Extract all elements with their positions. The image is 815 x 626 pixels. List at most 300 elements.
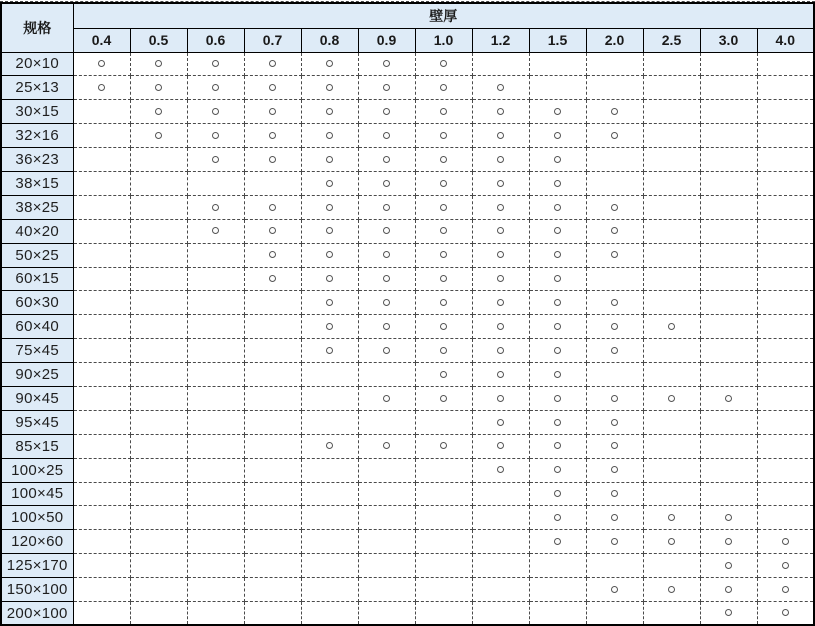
availability-cell [187,554,244,578]
availability-cell [244,458,301,482]
available-circle-icon [611,299,618,306]
availability-cell [757,386,814,410]
availability-cell [472,76,529,100]
available-circle-icon [497,132,504,139]
availability-cell [301,601,358,625]
thickness-column-header: 0.7 [244,28,301,52]
availability-cell [586,339,643,363]
availability-cell [187,482,244,506]
availability-cell [700,219,757,243]
availability-cell [529,267,586,291]
availability-cell [757,601,814,625]
table-row [1,124,814,148]
availability-cell [130,363,187,387]
table-row [1,554,814,578]
availability-cell [586,554,643,578]
availability-cell [415,458,472,482]
availability-cell [529,195,586,219]
availability-cell [187,195,244,219]
table-row [1,148,814,172]
spec-label: 125×170 [1,554,73,578]
availability-cell [244,530,301,554]
availability-cell [73,195,130,219]
available-circle-icon [725,395,732,402]
availability-cell [757,410,814,434]
available-circle-icon [611,323,618,330]
availability-cell [415,578,472,602]
available-circle-icon [440,204,447,211]
available-circle-icon [554,251,561,258]
availability-cell [244,339,301,363]
availability-cell [244,363,301,387]
available-circle-icon [497,347,504,354]
available-circle-icon [269,84,276,91]
header-group-row [1,3,814,28]
available-circle-icon [611,227,618,234]
available-circle-icon [269,108,276,115]
thickness-column-header: 0.6 [187,28,244,52]
available-circle-icon [440,251,447,258]
available-circle-icon [611,419,618,426]
available-circle-icon [497,419,504,426]
available-circle-icon [440,323,447,330]
availability-cell [301,410,358,434]
available-circle-icon [497,227,504,234]
available-circle-icon [383,442,390,449]
spec-label: 50×25 [1,243,73,267]
available-circle-icon [326,108,333,115]
availability-cell [529,52,586,76]
availability-cell [529,219,586,243]
availability-cell [586,363,643,387]
available-circle-icon [98,60,105,67]
available-circle-icon [497,108,504,115]
availability-cell [244,315,301,339]
available-circle-icon [782,538,789,545]
available-circle-icon [611,586,618,593]
spec-label: 38×25 [1,195,73,219]
available-circle-icon [440,275,447,282]
table-row [1,195,814,219]
availability-cell [130,458,187,482]
availability-cell [130,124,187,148]
available-circle-icon [554,180,561,187]
availability-cell [244,171,301,195]
availability-cell [472,434,529,458]
availability-cell [700,315,757,339]
thickness-column-header: 1.0 [415,28,472,52]
available-circle-icon [554,371,561,378]
availability-cell [244,195,301,219]
availability-cell [301,506,358,530]
availability-cell [130,267,187,291]
available-circle-icon [440,395,447,402]
availability-cell [301,578,358,602]
availability-cell [757,219,814,243]
availability-cell [187,601,244,625]
spec-label: 120×60 [1,530,73,554]
availability-cell [358,339,415,363]
available-circle-icon [554,347,561,354]
availability-cell [244,124,301,148]
availability-cell [529,506,586,530]
availability-cell [187,52,244,76]
available-circle-icon [668,586,675,593]
availability-cell [472,100,529,124]
availability-cell [301,52,358,76]
availability-cell [130,195,187,219]
availability-cell [472,506,529,530]
availability-cell [586,434,643,458]
availability-cell [415,100,472,124]
availability-cell [472,386,529,410]
availability-cell [700,363,757,387]
availability-cell [700,148,757,172]
availability-cell [187,434,244,458]
table-row [1,601,814,625]
availability-cell [529,578,586,602]
availability-cell [244,267,301,291]
spec-label: 90×45 [1,386,73,410]
spec-column-header: 规格 [1,3,73,52]
available-circle-icon [269,275,276,282]
available-circle-icon [611,204,618,211]
availability-cell [700,386,757,410]
available-circle-icon [611,347,618,354]
spec-label: 200×100 [1,601,73,625]
available-circle-icon [440,227,447,234]
availability-cell [130,601,187,625]
availability-cell [130,171,187,195]
spec-label: 36×23 [1,148,73,172]
availability-cell [472,195,529,219]
availability-cell [244,554,301,578]
available-circle-icon [440,132,447,139]
table-row [1,291,814,315]
available-circle-icon [383,347,390,354]
availability-cell [415,554,472,578]
available-circle-icon [554,442,561,449]
spec-label: 150×100 [1,578,73,602]
availability-cell [301,195,358,219]
availability-cell [130,100,187,124]
availability-cell [643,100,700,124]
availability-cell [586,243,643,267]
availability-cell [700,100,757,124]
available-circle-icon [212,204,219,211]
availability-cell [244,410,301,434]
available-circle-icon [383,84,390,91]
availability-cell [244,100,301,124]
table-row [1,458,814,482]
availability-cell [187,315,244,339]
availability-cell [643,339,700,363]
availability-cell [415,530,472,554]
available-circle-icon [782,609,789,616]
availability-cell [529,171,586,195]
availability-cell [415,267,472,291]
available-circle-icon [155,84,162,91]
availability-cell [358,76,415,100]
available-circle-icon [497,371,504,378]
availability-cell [73,554,130,578]
available-circle-icon [497,323,504,330]
availability-cell [244,482,301,506]
available-circle-icon [326,84,333,91]
availability-cell [586,52,643,76]
available-circle-icon [668,395,675,402]
availability-cell [529,76,586,100]
availability-cell [472,315,529,339]
availability-cell [244,386,301,410]
availability-cell [301,148,358,172]
availability-cell [73,315,130,339]
availability-cell [472,554,529,578]
available-circle-icon [554,108,561,115]
availability-cell [358,243,415,267]
available-circle-icon [440,84,447,91]
available-circle-icon [212,156,219,163]
availability-cell [358,482,415,506]
availability-cell [757,267,814,291]
available-circle-icon [269,60,276,67]
availability-cell [700,482,757,506]
availability-cell [472,482,529,506]
availability-cell [73,243,130,267]
availability-cell [130,219,187,243]
availability-cell [244,148,301,172]
availability-cell [643,148,700,172]
available-circle-icon [326,132,333,139]
spec-label: 60×30 [1,291,73,315]
availability-cell [244,76,301,100]
thickness-column-header: 1.2 [472,28,529,52]
availability-cell [643,243,700,267]
availability-cell [586,410,643,434]
availability-cell [301,267,358,291]
availability-cell [187,506,244,530]
table-row [1,267,814,291]
available-circle-icon [611,132,618,139]
availability-cell [301,386,358,410]
availability-cell [73,76,130,100]
available-circle-icon [554,227,561,234]
available-circle-icon [383,156,390,163]
availability-cell [700,171,757,195]
available-circle-icon [554,514,561,521]
available-circle-icon [155,132,162,139]
availability-cell [358,171,415,195]
availability-cell [301,76,358,100]
available-circle-icon [326,180,333,187]
availability-cell [73,458,130,482]
available-circle-icon [554,538,561,545]
availability-cell [472,291,529,315]
availability-cell [643,76,700,100]
availability-cell [586,578,643,602]
availability-cell [700,458,757,482]
availability-cell [472,124,529,148]
available-circle-icon [383,251,390,258]
spec-table-body [1,52,814,625]
availability-cell [187,243,244,267]
available-circle-icon [383,395,390,402]
available-circle-icon [326,156,333,163]
availability-cell [643,601,700,625]
available-circle-icon [611,442,618,449]
table-row [1,578,814,602]
availability-cell [301,243,358,267]
available-circle-icon [383,204,390,211]
availability-cell [130,434,187,458]
availability-cell [358,506,415,530]
available-circle-icon [326,60,333,67]
availability-cell [415,76,472,100]
availability-cell [358,219,415,243]
availability-cell [472,530,529,554]
availability-cell [529,243,586,267]
availability-cell [301,363,358,387]
available-circle-icon [668,323,675,330]
availability-cell [757,52,814,76]
availability-cell [700,339,757,363]
availability-cell [586,530,643,554]
availability-cell [700,195,757,219]
available-circle-icon [611,395,618,402]
availability-cell [529,363,586,387]
availability-cell [73,339,130,363]
availability-cell [415,195,472,219]
availability-cell [358,458,415,482]
availability-cell [700,434,757,458]
availability-cell [586,386,643,410]
availability-cell [529,124,586,148]
thickness-column-header: 3.0 [700,28,757,52]
availability-cell [358,434,415,458]
availability-cell [529,148,586,172]
available-circle-icon [668,514,675,521]
availability-cell [700,124,757,148]
thickness-group-header: 壁厚 [73,3,814,28]
availability-cell [130,52,187,76]
availability-cell [757,530,814,554]
availability-cell [358,530,415,554]
availability-cell [415,506,472,530]
available-circle-icon [383,323,390,330]
available-circle-icon [725,514,732,521]
availability-cell [529,291,586,315]
available-circle-icon [725,609,732,616]
spec-label: 30×15 [1,100,73,124]
available-circle-icon [326,275,333,282]
spec-label: 100×50 [1,506,73,530]
availability-cell [358,267,415,291]
availability-cell [586,76,643,100]
available-circle-icon [497,180,504,187]
thickness-column-header: 0.9 [358,28,415,52]
available-circle-icon [497,275,504,282]
available-circle-icon [440,60,447,67]
availability-cell [301,530,358,554]
availability-cell [358,315,415,339]
availability-cell [244,506,301,530]
availability-cell [757,124,814,148]
availability-cell [529,530,586,554]
available-circle-icon [440,156,447,163]
availability-cell [73,434,130,458]
availability-cell [586,100,643,124]
available-circle-icon [383,180,390,187]
availability-cell [187,124,244,148]
availability-cell [415,315,472,339]
available-circle-icon [383,132,390,139]
available-circle-icon [326,323,333,330]
availability-cell [586,195,643,219]
availability-cell [358,386,415,410]
availability-cell [472,52,529,76]
availability-cell [643,554,700,578]
availability-cell [73,291,130,315]
availability-cell [586,482,643,506]
availability-cell [643,434,700,458]
spec-thickness-table [0,2,815,626]
available-circle-icon [554,299,561,306]
availability-cell [73,601,130,625]
availability-cell [472,219,529,243]
availability-cell [643,195,700,219]
available-circle-icon [326,227,333,234]
availability-cell [415,243,472,267]
available-circle-icon [782,562,789,569]
table-row [1,434,814,458]
available-circle-icon [440,180,447,187]
thickness-column-header: 2.0 [586,28,643,52]
spec-label: 100×45 [1,482,73,506]
availability-cell [358,578,415,602]
availability-cell [757,195,814,219]
availability-cell [415,482,472,506]
available-circle-icon [383,275,390,282]
availability-cell [130,315,187,339]
availability-cell [586,506,643,530]
spec-label: 60×40 [1,315,73,339]
availability-cell [700,76,757,100]
availability-cell [757,243,814,267]
availability-cell [643,124,700,148]
availability-cell [73,148,130,172]
available-circle-icon [440,299,447,306]
availability-cell [529,434,586,458]
available-circle-icon [554,490,561,497]
available-circle-icon [269,204,276,211]
table-row [1,315,814,339]
spec-label: 60×15 [1,267,73,291]
availability-cell [700,410,757,434]
available-circle-icon [269,251,276,258]
available-circle-icon [554,466,561,473]
availability-cell [415,219,472,243]
available-circle-icon [383,108,390,115]
availability-cell [586,291,643,315]
availability-cell [301,339,358,363]
availability-cell [472,339,529,363]
availability-cell [700,578,757,602]
available-circle-icon [326,299,333,306]
availability-cell [529,386,586,410]
availability-cell [586,458,643,482]
availability-cell [187,386,244,410]
available-circle-icon [611,490,618,497]
